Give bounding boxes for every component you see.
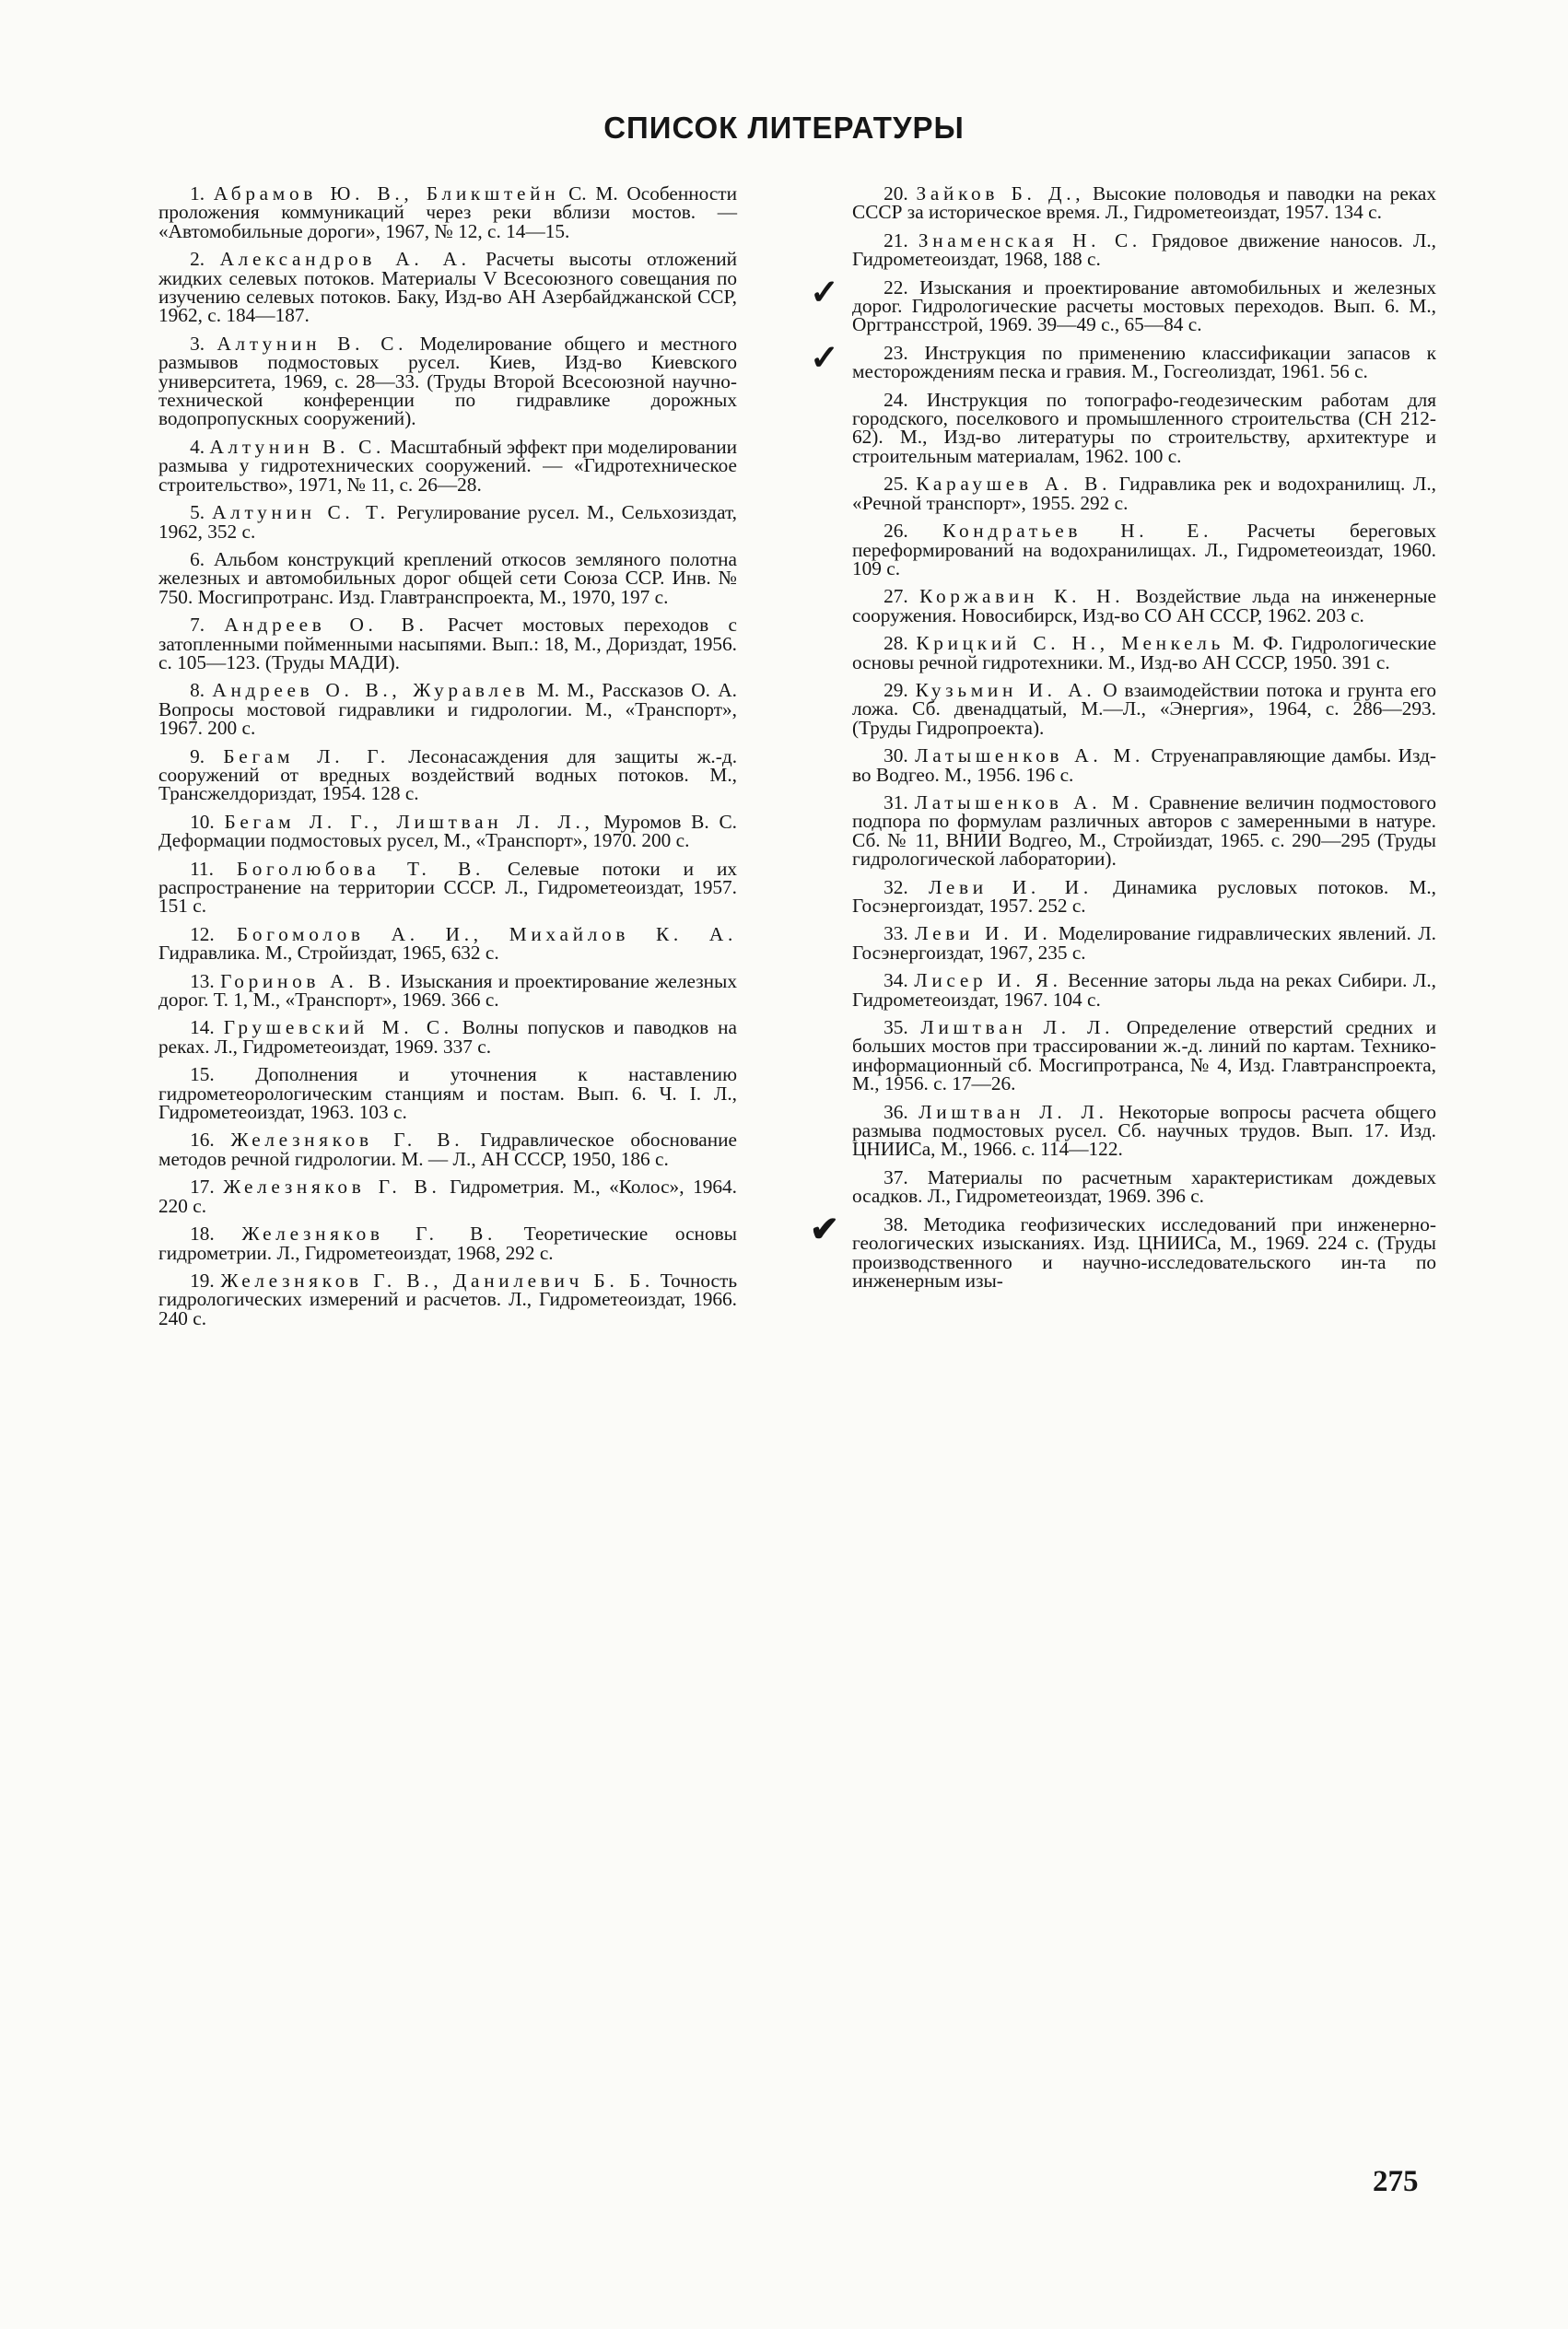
entry-author: Андреев О. В., Журавлев xyxy=(212,679,530,702)
entry-number: 33. xyxy=(883,922,908,945)
entry-author: Бегам Л. Г., Лиштван Л. Л., xyxy=(224,810,594,833)
entry-number: 15. xyxy=(190,1063,215,1086)
bibliography-entry xyxy=(852,587,1436,625)
bibliography-entry xyxy=(810,273,1437,336)
bibliography-entry xyxy=(852,790,1436,871)
entry-text: Изыскания и проектирование железных дорог. Т. 1, М., «Транспорт», 1969. 366 с. xyxy=(158,969,737,1012)
entry-text: Моделирование гидравлических явлений. Л. Госэнергоиздат, 1967, 235 с. xyxy=(852,922,1436,964)
entry-number: 8. xyxy=(190,679,205,702)
entry-text: Гидравлика. М., Стройиздат, 1965, 632 с. xyxy=(158,942,499,965)
entry-author: Кондратьев Н. Е. xyxy=(942,520,1213,543)
bibliography-entry xyxy=(158,1130,737,1168)
bibliography-entry xyxy=(158,184,737,240)
entry-text: Волны попусков и паводков на реках. Л., Гидрометеоиздат, 1969. 337 с. xyxy=(158,1016,737,1058)
entry-text: Гидрометрия. М., «Колос», 1964. 220 с. xyxy=(158,1176,738,1217)
entry-text: Лесонасаждения для защиты ж.-д. сооружений от вредных воздействий водных потоков. М., Трансжелдориздат, 1954. 128 с. xyxy=(158,744,738,805)
entry-text: Масштабный эффект при моделировании размыва у гидротехнических сооружений. — «Гидротехническое строительство», 1971, № 11, с. 26—28. xyxy=(158,435,738,496)
entry-text: Воздействие льда на инженерные сооружения. Новосибирск, Изд-во СО АН СССР, 1962. 203 с. xyxy=(852,585,1436,626)
entry-number: 12. xyxy=(190,922,215,945)
entry-text: Дополнения и уточнения к наставлению гидрометеорологическим станциям и постам. Вып. 6. Ч. I. Л., Гидрометеоиздат, 1963. 103 с. xyxy=(158,1063,737,1124)
entry-author: Горинов А. В. xyxy=(220,969,395,992)
bibliography-entry xyxy=(852,746,1436,784)
bibliography-column-left xyxy=(158,184,737,1337)
entry-author: Кузьмин И. А. xyxy=(915,678,1096,701)
entry-text: Муромов В. С. Деформации подмостовых русел, М., «Транспорт», 1970. 200 с. xyxy=(158,810,737,852)
entry-text: Сравнение величин подмостового подпора по формулам различных авторов с замеренными в натуре. Сб. № 11, ВНИИ Водгео, М., Стройиздат, 1965. с. 290—295 (Труды гидрологической лаборатории). xyxy=(852,790,1436,871)
bibliography-entry xyxy=(158,1063,737,1124)
bibliography-entry xyxy=(810,1210,1436,1292)
bibliography-entry xyxy=(158,969,737,1012)
entry-number: 35. xyxy=(883,1016,908,1039)
entry-number: 37. xyxy=(883,1165,908,1188)
entry-number: 18. xyxy=(190,1223,215,1246)
entry-number: 29. xyxy=(883,678,908,701)
bibliography-entry xyxy=(158,615,737,672)
bibliography-entry xyxy=(158,334,737,428)
entry-author: Зайков Б. Д., xyxy=(916,182,1085,205)
entry-author: Знаменская Н. С. xyxy=(918,228,1141,252)
entry-author: Александров А. А. xyxy=(219,248,471,271)
entry-text: О взаимодействии потока и грунта его ложа. Сб. двенадцатый, М.—Л., «Энергия», 1964, с. 286—293. (Труды Гидропроекта). xyxy=(852,678,1436,739)
entry-author: Коржавин К. Н. xyxy=(919,585,1125,608)
entry-number: 16. xyxy=(190,1129,215,1152)
entry-number: 13. xyxy=(190,969,215,992)
entry-author: Алтунин В. С. xyxy=(209,435,386,458)
bibliography-entry xyxy=(852,678,1436,739)
entry-text: Инструкция по применению классификации запасов к месторождениям песка и гравия. М., Госгеолиздат, 1961. 56 с. xyxy=(852,341,1436,383)
entry-number: 17. xyxy=(190,1176,215,1199)
entry-text: Гидравлическое обоснование методов речной гидрологии. М. — Л., АН СССР, 1950, 186 с. xyxy=(158,1129,737,1170)
bibliography-entry xyxy=(852,1018,1436,1094)
entry-author: Богомолов А. И., Михайлов К. А. xyxy=(236,922,737,945)
entry-number: 27. xyxy=(883,585,908,608)
bibliography-column-right xyxy=(810,182,1437,1299)
entry-author: Бегам Л. Г. xyxy=(223,744,390,767)
bibliography-entry xyxy=(158,503,737,541)
entry-text: С. М. Особенности проложения коммуникаций через реки вблизи мостов. — «Автомобильные дороги», 1967, № 12, с. 14—15. xyxy=(158,182,738,242)
entry-author: Латышенков А. М. xyxy=(915,744,1145,767)
entry-text: Точность гидрологических измерений и расчетов. Л., Гидрометеоиздат, 1966. 240 с. xyxy=(158,1269,738,1329)
bibliography-entry xyxy=(158,1271,737,1328)
bibliography-entry xyxy=(852,971,1436,1009)
entry-text: Регулирование русел. М., Сельхозиздат, 1962, 352 с. xyxy=(158,501,737,543)
bibliography-entry xyxy=(158,250,737,325)
bibliography-entry xyxy=(158,679,737,740)
bibliography-entry xyxy=(852,474,1436,512)
bibliography-entry xyxy=(158,857,737,918)
entry-author: Железняков Г. В. xyxy=(241,1223,497,1246)
entry-text: Инструкция по топографо-геодезическим работам для городского, поселкового и промышленного строительства (СН 212-62). М., Изд-во литературы по строительству, архитектуре и строительным материалам, 1962. 100 с. xyxy=(852,388,1436,467)
entry-text: Определение отверстий средних и больших мостов при трассировании ж.-д. линий по картам. Технико-информационный сб. Мосгипротранса, № 4, Изд. Главтранспроекта, М., 1956. с. 17—26. xyxy=(852,1016,1436,1095)
entry-number: 19. xyxy=(190,1269,215,1292)
entry-text: Изыскания и проектирование автомобильных и железных дорог. Гидрологические расчеты мостовых переходов. Вып. 6. М., Оргтрансстрой, 1969. 39—49 с., 65—84 с. xyxy=(852,275,1437,336)
entry-number: 20. xyxy=(883,182,908,205)
entry-author: Железняков Г. В. xyxy=(223,1176,441,1199)
entry-author: Лиштван Л. Л. xyxy=(920,1016,1115,1039)
checkmark-icon: ✓ xyxy=(810,338,839,378)
entry-author: Латышенков А. М. xyxy=(914,790,1143,813)
entry-text: Методика геофизических исследований при инженерно-геологических изысканиях. Изд. ЦНИИСа, М., 1969. 224 с. (Труды производственного и научно-исследовательского ин-та по инженерным изы- xyxy=(852,1212,1436,1292)
entry-author: Железняков Г. В. xyxy=(230,1129,464,1152)
entry-number: 1. xyxy=(190,182,205,205)
bibliography-entry xyxy=(810,338,1436,383)
entry-text: Некоторые вопросы расчета общего размыва подмостовых русел. Сб. научных трудов. Вып. 17. Изд. ЦНИИСа, М., 1966. с. 114—122. xyxy=(852,1100,1436,1161)
entry-number: 26. xyxy=(883,520,908,543)
bibliography-entry xyxy=(852,184,1436,222)
entry-text: Гидравлика рек и водохранилищ. Л., «Речной транспорт», 1955. 292 с. xyxy=(852,473,1436,514)
entry-author: Андреев О. В. xyxy=(224,614,428,637)
entry-number: 22. xyxy=(883,275,908,298)
entry-author: Крицкий С. Н., Менкель xyxy=(916,632,1225,655)
entry-text: Теоретические основы гидрометрии. Л., Гидрометеоиздат, 1968, 292 с. xyxy=(158,1223,737,1264)
entry-text: Расчеты высоты отложений жидких селевых потоков. Материалы V Всесоюзного совещания по изучению селевых потоков. Баку, Изд-во АН Азербайджанской ССР, 1962, с. 184—187. xyxy=(158,248,738,327)
entry-number: 2. xyxy=(190,248,205,271)
entry-text: Струенаправляющие дамбы. Изд-во Водгео. М., 1956. 196 с. xyxy=(852,744,1436,786)
entry-number: 38. xyxy=(883,1212,908,1235)
entry-author: Абрамов Ю. В., Бликштейн xyxy=(213,182,560,205)
entry-number: 9. xyxy=(190,744,205,767)
bibliography-entry xyxy=(852,1100,1436,1161)
entry-number: 32. xyxy=(883,875,908,898)
entry-text: Альбом конструкций креплений откосов земляного полотна железных и автомобильных дорог общей сети Союза ССР. Инв. № 750. Мосгипротранс. Изд. Главтранспроекта, М., 1970, 197 с. xyxy=(158,547,737,608)
entry-number: 24. xyxy=(883,388,908,411)
bibliography-entry xyxy=(158,744,738,805)
bibliography-entry xyxy=(852,1165,1436,1208)
entry-number: 5. xyxy=(190,501,205,524)
bibliography-entry xyxy=(158,922,737,965)
entry-text: Весенние заторы льда на реках Сибири. Л., Гидрометеоиздат, 1967. 104 с. xyxy=(852,969,1437,1011)
bibliography-entry xyxy=(158,810,737,852)
bibliography-entry xyxy=(852,388,1436,467)
entry-author: Алтунин В. С. xyxy=(216,332,408,355)
checkmark-icon: ✓ xyxy=(810,273,839,312)
entry-author: Грушевский М. С. xyxy=(223,1016,453,1039)
entry-number: 10. xyxy=(190,810,215,833)
entry-author: Леви И. И. xyxy=(928,875,1093,898)
bibliography-entry xyxy=(852,924,1436,962)
page-title: СПИСОК ЛИТЕРАТУРЫ xyxy=(603,111,965,145)
entry-number: 14. xyxy=(190,1016,215,1039)
entry-author: Леви И. И. xyxy=(915,922,1052,945)
checkmark-icon: ✔ xyxy=(810,1210,839,1249)
entry-text: М. Ф. Гидрологические основы речной гидротехники. М., Изд-во АН СССР, 1950. 391 с. xyxy=(852,632,1437,673)
entry-author: Лиштван Л. Л. xyxy=(919,1100,1108,1123)
entry-text: Динамика русловых потоков. М., Госэнергоиздат, 1957. 252 с. xyxy=(852,875,1436,917)
bibliography-entry xyxy=(852,634,1436,672)
entry-text: Селевые потоки и их распространение на территории СССР. Л., Гидрометеоиздат, 1957. 151 с. xyxy=(158,857,737,918)
entry-text: Грядовое движение наносов. Л., Гидрометеоиздат, 1968, 188 с. xyxy=(852,228,1437,271)
entry-number: 30. xyxy=(883,744,908,767)
bibliography-entry xyxy=(158,1177,737,1215)
bibliography-entry xyxy=(158,1018,737,1056)
entry-author: Боголюбова Т. В. xyxy=(236,857,485,880)
bibliography-entry xyxy=(852,228,1437,271)
bibliography-entry xyxy=(158,547,737,608)
entry-number: 7. xyxy=(190,614,205,637)
bibliography-entry xyxy=(158,435,738,496)
entry-number: 3. xyxy=(190,332,205,355)
entry-number: 4. xyxy=(190,435,205,458)
entry-author: Алтунин С. Т. xyxy=(212,501,390,524)
entry-text: Расчет мостовых переходов с затопленными пойменными насыпями. Вып.: 18, М., Дориздат, 1956. с. 105—123. (Труды МАДИ). xyxy=(158,614,738,673)
entry-number: 36. xyxy=(883,1100,908,1123)
entry-number: 6. xyxy=(190,547,205,570)
entry-number: 25. xyxy=(883,473,908,496)
entry-author: Караушев А. В. xyxy=(916,473,1112,496)
entry-text: Моделирование общего и местного размывов подмостовых русел. Киев, Изд-во Киевского университета, 1969, с. 28—33. (Труды Второй Всесоюзной научно-технической конференции по гидравлике дорожных водопропускных сооружений). xyxy=(158,332,738,430)
entry-number: 31. xyxy=(883,790,908,813)
entry-author: Лисер И. Я. xyxy=(914,969,1062,992)
entry-text: Материалы по расчетным характеристикам дождевых осадков. Л., Гидрометеоиздат, 1969. 396 с. xyxy=(852,1165,1436,1208)
entry-text: Расчеты береговых переформирований на водохранилищах. Л., Гидрометеоиздат, 1960. 109 с. xyxy=(852,520,1436,579)
page-number: 275 xyxy=(1373,2165,1419,2198)
entry-text: М. М., Рассказов О. А. Вопросы мостовой гидравлики и гидрологии. М., «Транспорт», 1967. 200 с. xyxy=(158,679,737,740)
entry-number: 11. xyxy=(190,857,214,880)
bibliography-entry xyxy=(852,521,1436,578)
entry-number: 28. xyxy=(883,632,908,655)
entry-number: 23. xyxy=(883,341,908,364)
entry-text: Высокие половодья и паводки на реках СССР за историческое время. Л., Гидрометеоиздат, 1957. 134 с. xyxy=(852,182,1436,224)
entry-number: 21. xyxy=(883,228,908,252)
entry-number: 34. xyxy=(883,969,908,992)
bibliography-entry xyxy=(852,875,1436,917)
bibliography-entry xyxy=(158,1224,737,1262)
entry-author: Железняков Г. В., Данилевич Б. Б. xyxy=(220,1269,654,1292)
